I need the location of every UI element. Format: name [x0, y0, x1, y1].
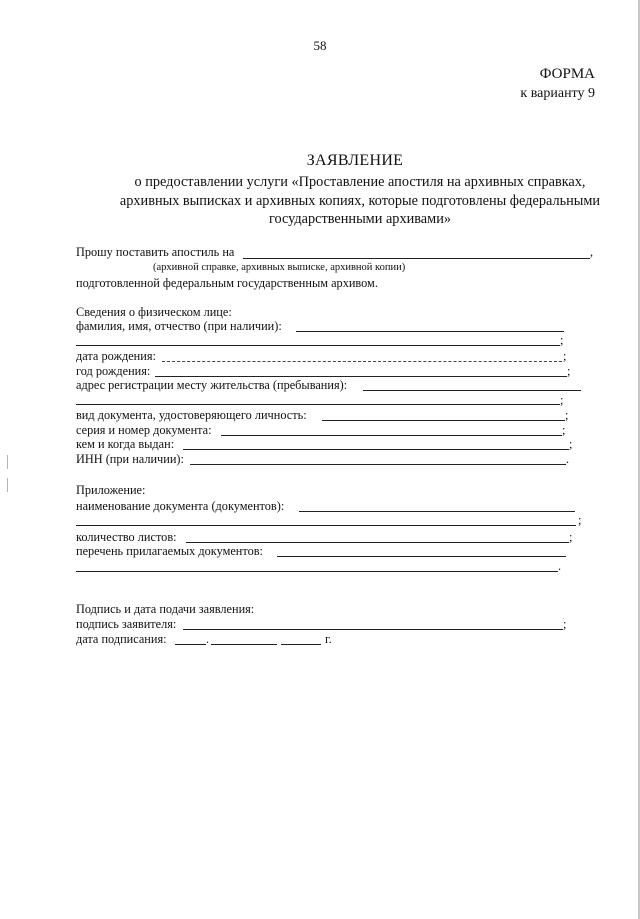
applicant-signature-field[interactable] — [183, 629, 563, 630]
sheet-count-field[interactable] — [186, 542, 569, 543]
address-field[interactable] — [363, 390, 581, 391]
document-list-period: . — [558, 559, 562, 573]
document-names-field-continued[interactable] — [76, 525, 576, 526]
issued-by-semicolon: ; — [569, 437, 573, 451]
address-field-continued[interactable] — [76, 404, 560, 405]
document-names-semicolon: ; — [578, 513, 582, 527]
request-comma: , — [590, 245, 594, 259]
sheet-count-label: количество листов: — [76, 530, 177, 544]
signing-month-field[interactable] — [211, 644, 277, 645]
personal-section-heading: Сведения о физическом лице: — [76, 305, 232, 319]
inn-period: . — [566, 452, 570, 466]
document-list-label: перечень прилагаемых документов: — [76, 544, 263, 558]
address-semicolon: ; — [560, 393, 564, 407]
document-list-field[interactable] — [277, 556, 566, 557]
id-document-field[interactable] — [322, 420, 565, 421]
birth-date-label: дата рождения: — [76, 349, 156, 363]
full-name-field-continued[interactable] — [76, 345, 560, 346]
attachment-section-heading: Приложение: — [76, 483, 146, 497]
id-number-field[interactable] — [221, 435, 562, 436]
request-hint: (архивной справке, архивных выписке, архивной копии) — [153, 262, 406, 273]
id-document-label: вид документа, удостоверяющего личность: — [76, 408, 307, 422]
birth-date-field[interactable] — [162, 361, 562, 362]
applicant-signature-label: подпись заявителя: — [76, 617, 177, 631]
date-separator-dot: . — [206, 632, 210, 646]
sheet-count-semicolon: ; — [569, 530, 573, 544]
full-name-label: фамилия, имя, отчество (при наличии): — [76, 319, 282, 333]
birth-date-semicolon: ; — [563, 349, 567, 363]
document-subtitle: о предоставлении услуги «Проставление апостиля на архивных справках, архивных выписках и архивных копиях, которые подготовлены федеральными государственными архивами» — [119, 174, 601, 227]
birth-year-semicolon: ; — [567, 364, 571, 378]
form-variant: к варианту 9 — [520, 86, 595, 101]
issued-by-field[interactable] — [183, 449, 569, 450]
signing-day-field[interactable] — [175, 644, 206, 645]
id-document-semicolon: ; — [565, 408, 569, 422]
issued-by-label: кем и когда выдан: — [76, 437, 175, 451]
full-name-semicolon: ; — [560, 333, 564, 347]
scan-margin-mark — [7, 455, 8, 469]
applicant-signature-semicolon: ; — [563, 617, 567, 631]
signing-year-field[interactable] — [281, 644, 321, 645]
form-label: ФОРМА — [539, 66, 595, 82]
document-names-field[interactable] — [299, 511, 575, 512]
address-label: адрес регистрации месту жительства (пребывания): — [76, 378, 348, 392]
id-number-label: серия и номер документа: — [76, 423, 212, 437]
inn-field[interactable] — [190, 464, 566, 465]
signing-date-label: дата подписания: — [76, 632, 167, 646]
document-list-field-continued[interactable] — [76, 571, 558, 572]
signature-section-heading: Подпись и дата подачи заявления: — [76, 602, 255, 616]
id-number-semicolon: ; — [562, 423, 566, 437]
page-number: 58 — [313, 38, 327, 53]
document-names-label: наименование документа (документов): — [76, 499, 285, 513]
birth-year-label: год рождения: — [76, 364, 151, 378]
birth-year-field[interactable] — [155, 376, 567, 377]
request-document-field[interactable] — [243, 258, 590, 259]
year-suffix: г. — [325, 632, 332, 646]
full-name-field[interactable] — [296, 331, 564, 332]
inn-label: ИНН (при наличии): — [76, 452, 184, 466]
document-title: ЗАЯВЛЕНИЕ — [306, 152, 404, 169]
request-label: Прошу поставить апостиль на — [76, 245, 235, 259]
scan-margin-mark — [7, 478, 8, 492]
request-continuation: подготовленной федеральным государственным архивом. — [76, 276, 378, 290]
